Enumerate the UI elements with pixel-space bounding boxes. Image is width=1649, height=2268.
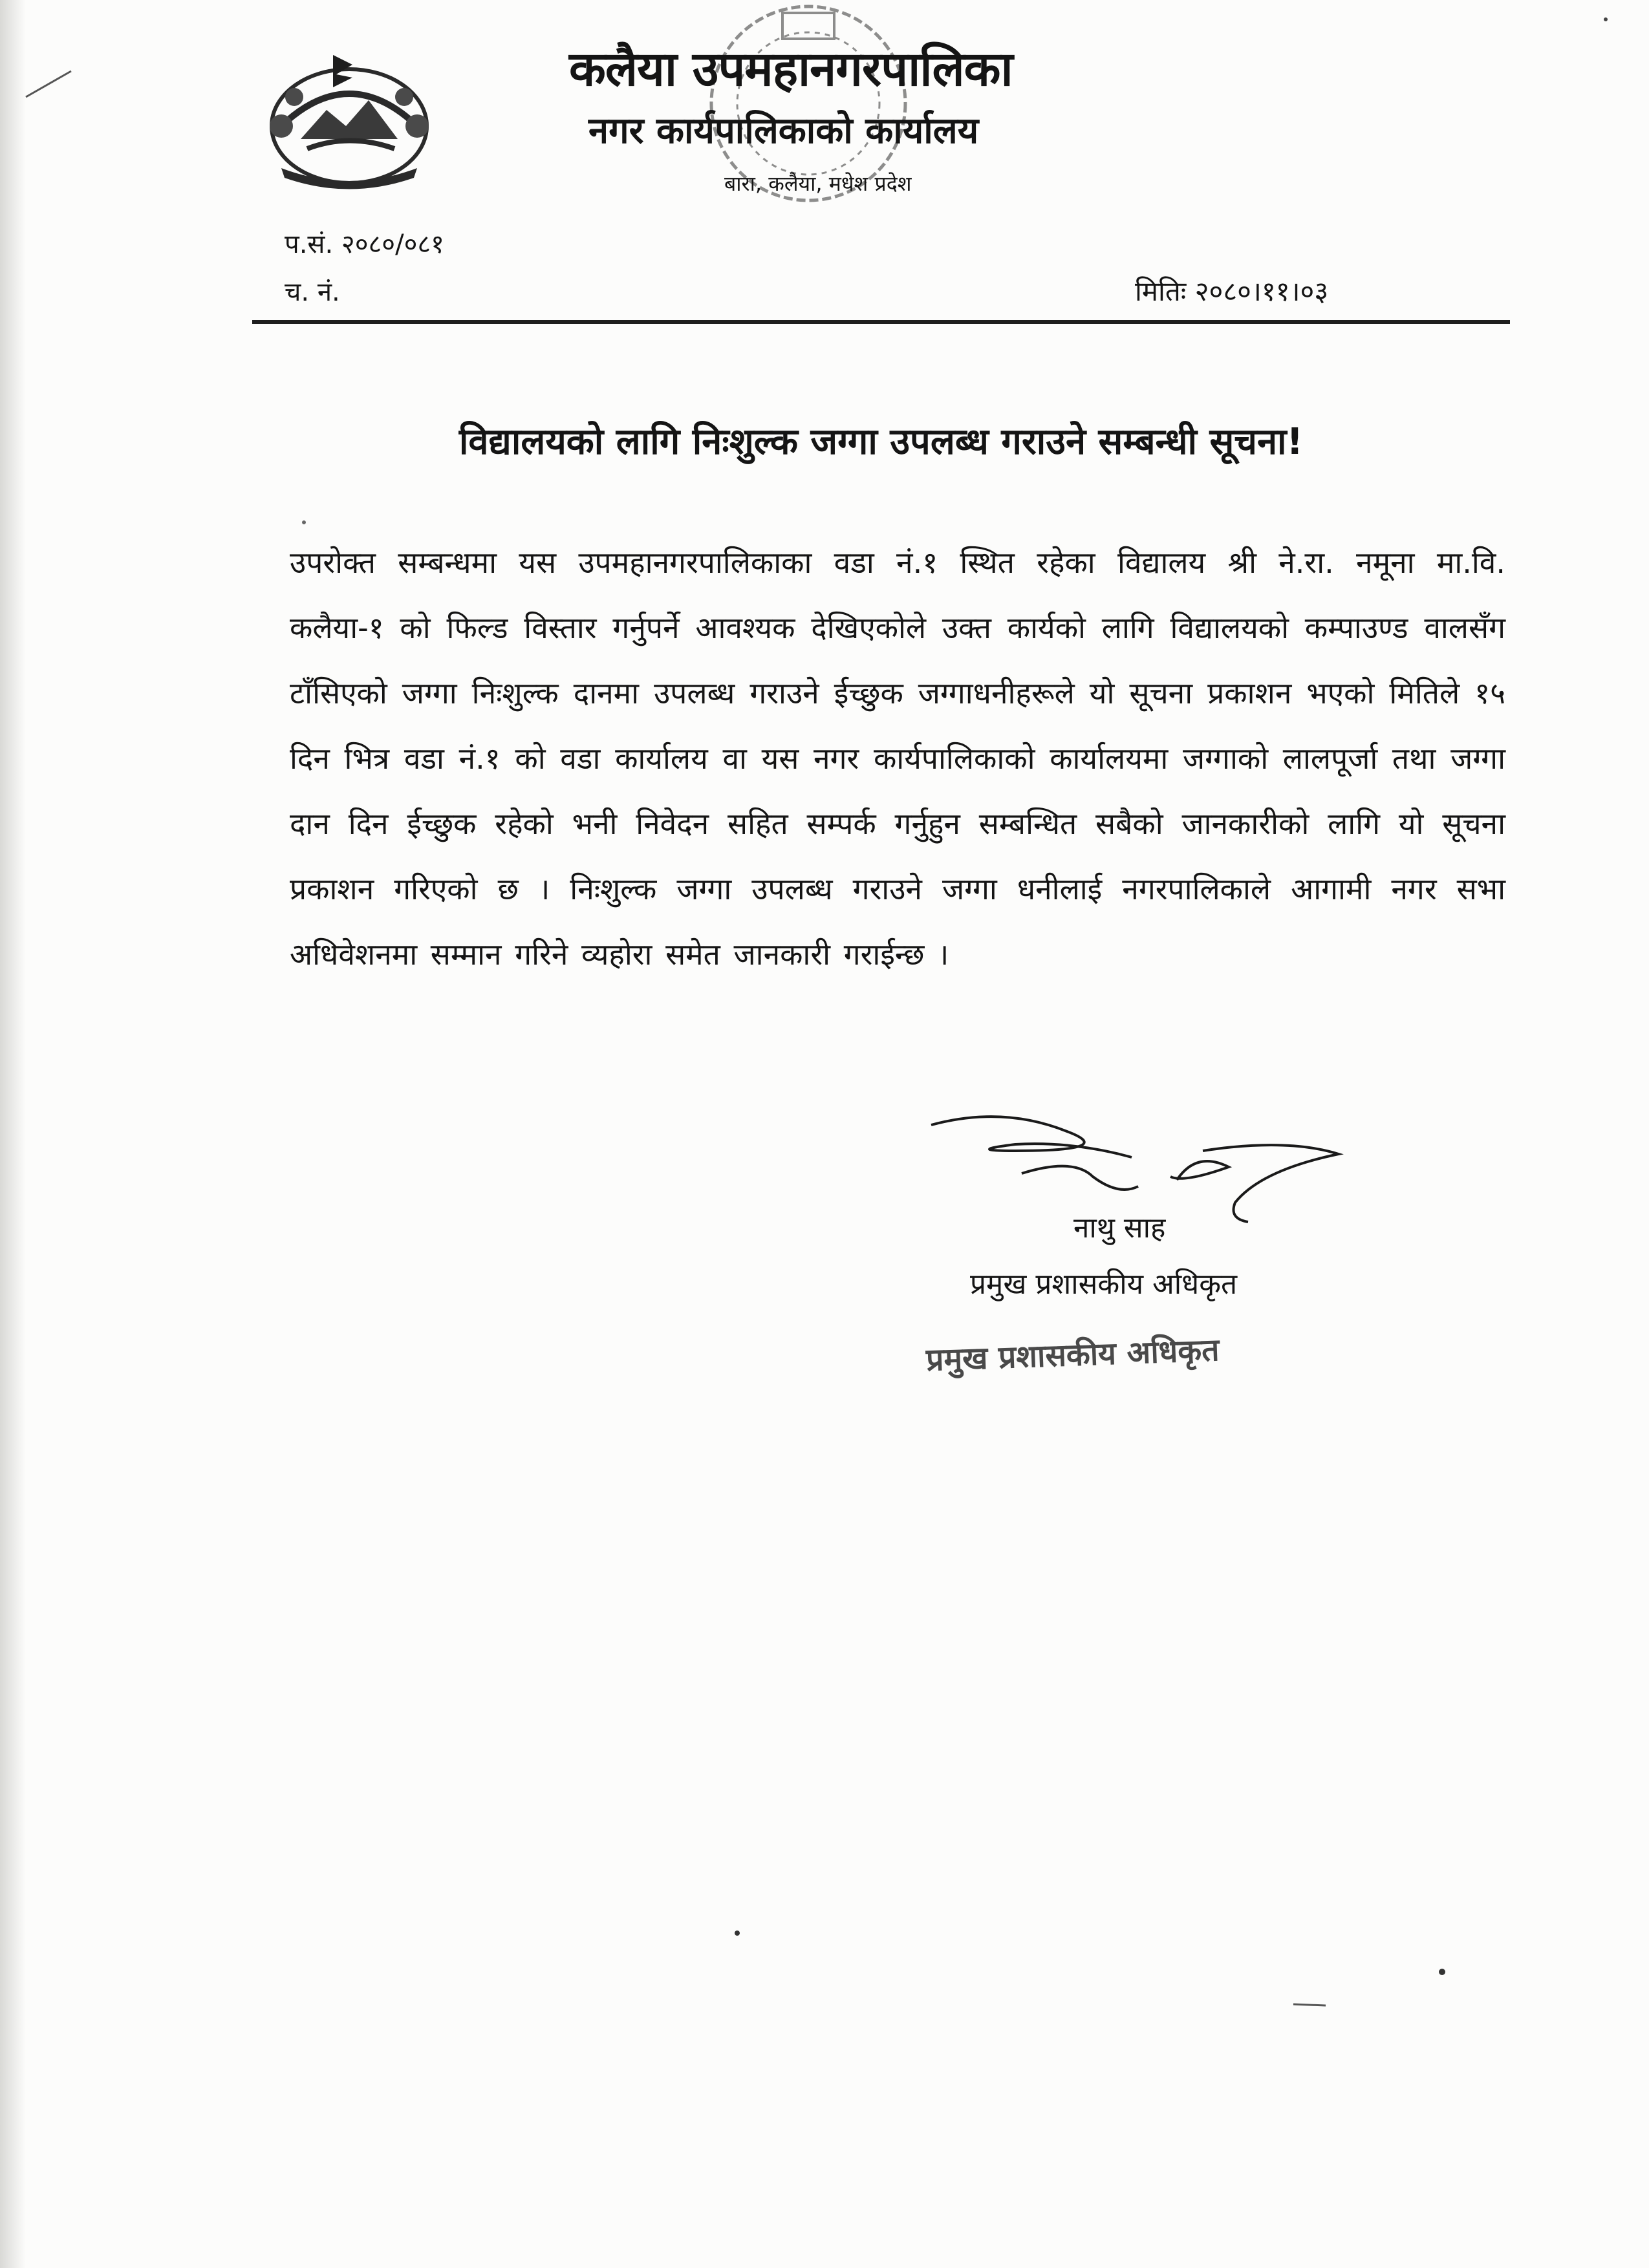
header-divider	[252, 320, 1510, 324]
officer-rubber-stamp: प्रमुख प्रशासकीय अधिकृत	[925, 1332, 1220, 1378]
handwritten-signature-icon	[925, 1106, 1364, 1228]
municipality-name: कलैया उपमहानगरपालिका	[569, 41, 1013, 97]
signer-name: नाथु साह	[1073, 1212, 1166, 1245]
scan-edge-shadow	[0, 0, 26, 2268]
office-name: नगर कार्यपालिकाको कार्यालय	[588, 110, 979, 152]
office-address: बारा, कलैया, मधेश प्रदेश	[724, 171, 912, 196]
letter-date: मितिः २०८०।११।०३	[1135, 275, 1329, 307]
nepal-government-emblem-icon	[255, 48, 443, 194]
reference-number: प.सं. २०८०/०८१	[285, 230, 444, 259]
dispatch-number: च. नं.	[285, 277, 340, 307]
signer-title: प्रमुख प्रशासकीय अधिकृत	[970, 1268, 1238, 1301]
notice-body: उपरोक्त सम्बन्धमा यस उपमहानगरपालिकाका वडा नं.१ स्थित रहेका विद्यालय श्री ने.रा. नमूना मा.वि. कलैया-१ को फिल्ड विस्तार गर्नुपर्ने आवश्यक देखिएकोले उक्त कार्यको लागि विद्यालयको कम्पाउण्ड वालसँग टाँसिएको जग्गा निःशुल्क दानमा उपलब्ध गराउने ईच्छुक जग्गाधनीहरूले यो सूचना प्रकाशन भएको मितिले १५ दिन भित्र वडा नं.१ को वडा कार्यालय वा यस नगर कार्यपालिकाको कार्यालयमा जग्गाको लालपूर्जा तथा जग्गा दान दिन ईच्छुक रहेको भनी निवेदन सहित सम्पर्क गर्नुहुन सम्बन्धित सबैको जानकारीको लागि यो सूचना प्रकाशन गरिएको छ । निःशुल्क जग्गा उपलब्ध गराउने जग्गा धनीलाई नगरपालिकाले आगामी नगर सभा अधिवेशनमा सम्मान गरिने व्यहोरा समेत जानकारी गराईन्छ ।	[290, 545, 1505, 972]
notice-title: विद्यालयको लागि निःशुल्क जग्गा उपलब्ध गराउने सम्बन्धी सूचना!	[458, 421, 1304, 463]
